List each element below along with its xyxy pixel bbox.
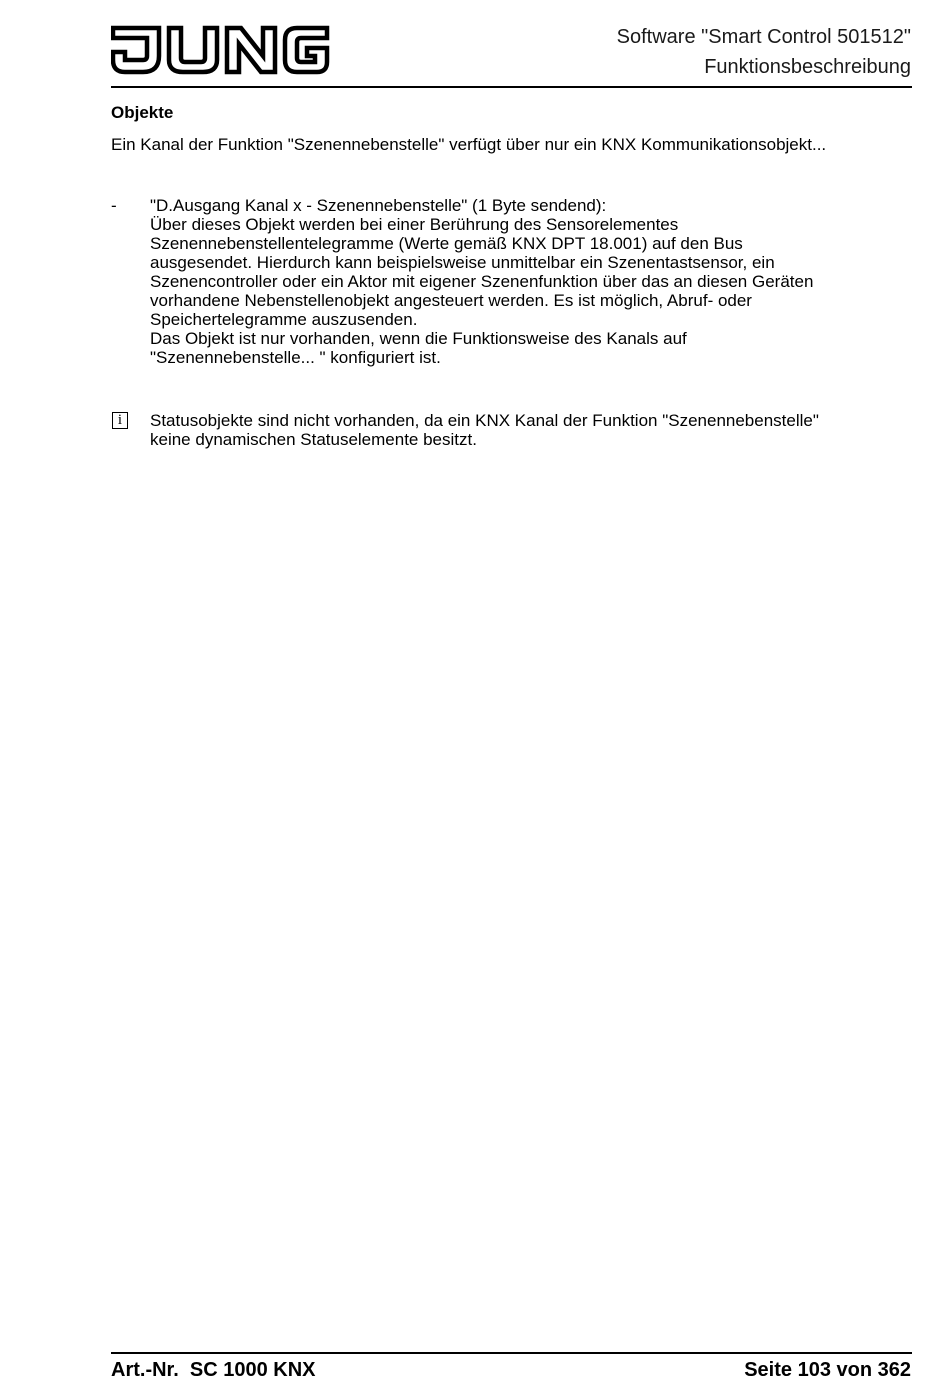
section-heading: Objekte <box>111 103 174 122</box>
software-title: Software "Smart Control 501512" <box>616 26 911 48</box>
intro-paragraph: Ein Kanal der Funktion "Szenennebenstelle" verfügt über nur ein KNX Kommunikationsobjekt... <box>111 135 827 154</box>
footer-divider <box>111 1352 912 1354</box>
object-list-item <box>111 196 911 367</box>
document-header <box>617 22 911 82</box>
list-bullet: - <box>111 196 117 215</box>
object-line: Szenencontroller oder ein Aktor mit eigener Szenenfunktion über das an diesen Geräten <box>150 272 814 291</box>
document-type: Funktionsbeschreibung <box>704 56 911 78</box>
object-line: Das Objekt ist nur vorhanden, wenn die Funktionsweise des Kanals auf <box>150 329 687 348</box>
object-line: Speichertelegramme auszusenden. <box>150 310 418 329</box>
object-description <box>150 196 911 367</box>
jung-logo <box>111 22 331 76</box>
info-icon: i <box>112 412 128 429</box>
page-number: Seite 103 von 362 <box>744 1359 911 1381</box>
object-line: Szenennebenstellentelegramme (Werte gemäß KNX DPT 18.001) auf den Bus <box>150 234 743 253</box>
object-line: ausgesendet. Hierdurch kann beispielsweise unmittelbar ein Szenentastsensor, ein <box>150 253 775 272</box>
note-line: keine dynamischen Statuselemente besitzt. <box>150 430 477 449</box>
object-line: "D.Ausgang Kanal x - Szenennebenstelle" (1 Byte sendend): <box>150 196 607 215</box>
header-divider <box>111 86 912 88</box>
object-line: "Szenennebenstelle... " konfiguriert ist. <box>150 348 441 367</box>
note-line: Statusobjekte sind nicht vorhanden, da ein KNX Kanal der Funktion "Szenennebenstelle" <box>150 411 819 430</box>
note-text <box>150 411 911 449</box>
object-line: vorhandene Nebenstellenobjekt angesteuert werden. Es ist möglich, Abruf- oder <box>150 291 752 310</box>
info-note <box>111 411 911 449</box>
article-number: Art.-Nr. SC 1000 KNX <box>111 1359 316 1381</box>
object-line: Über dieses Objekt werden bei einer Berührung des Sensorelementes <box>150 215 679 234</box>
